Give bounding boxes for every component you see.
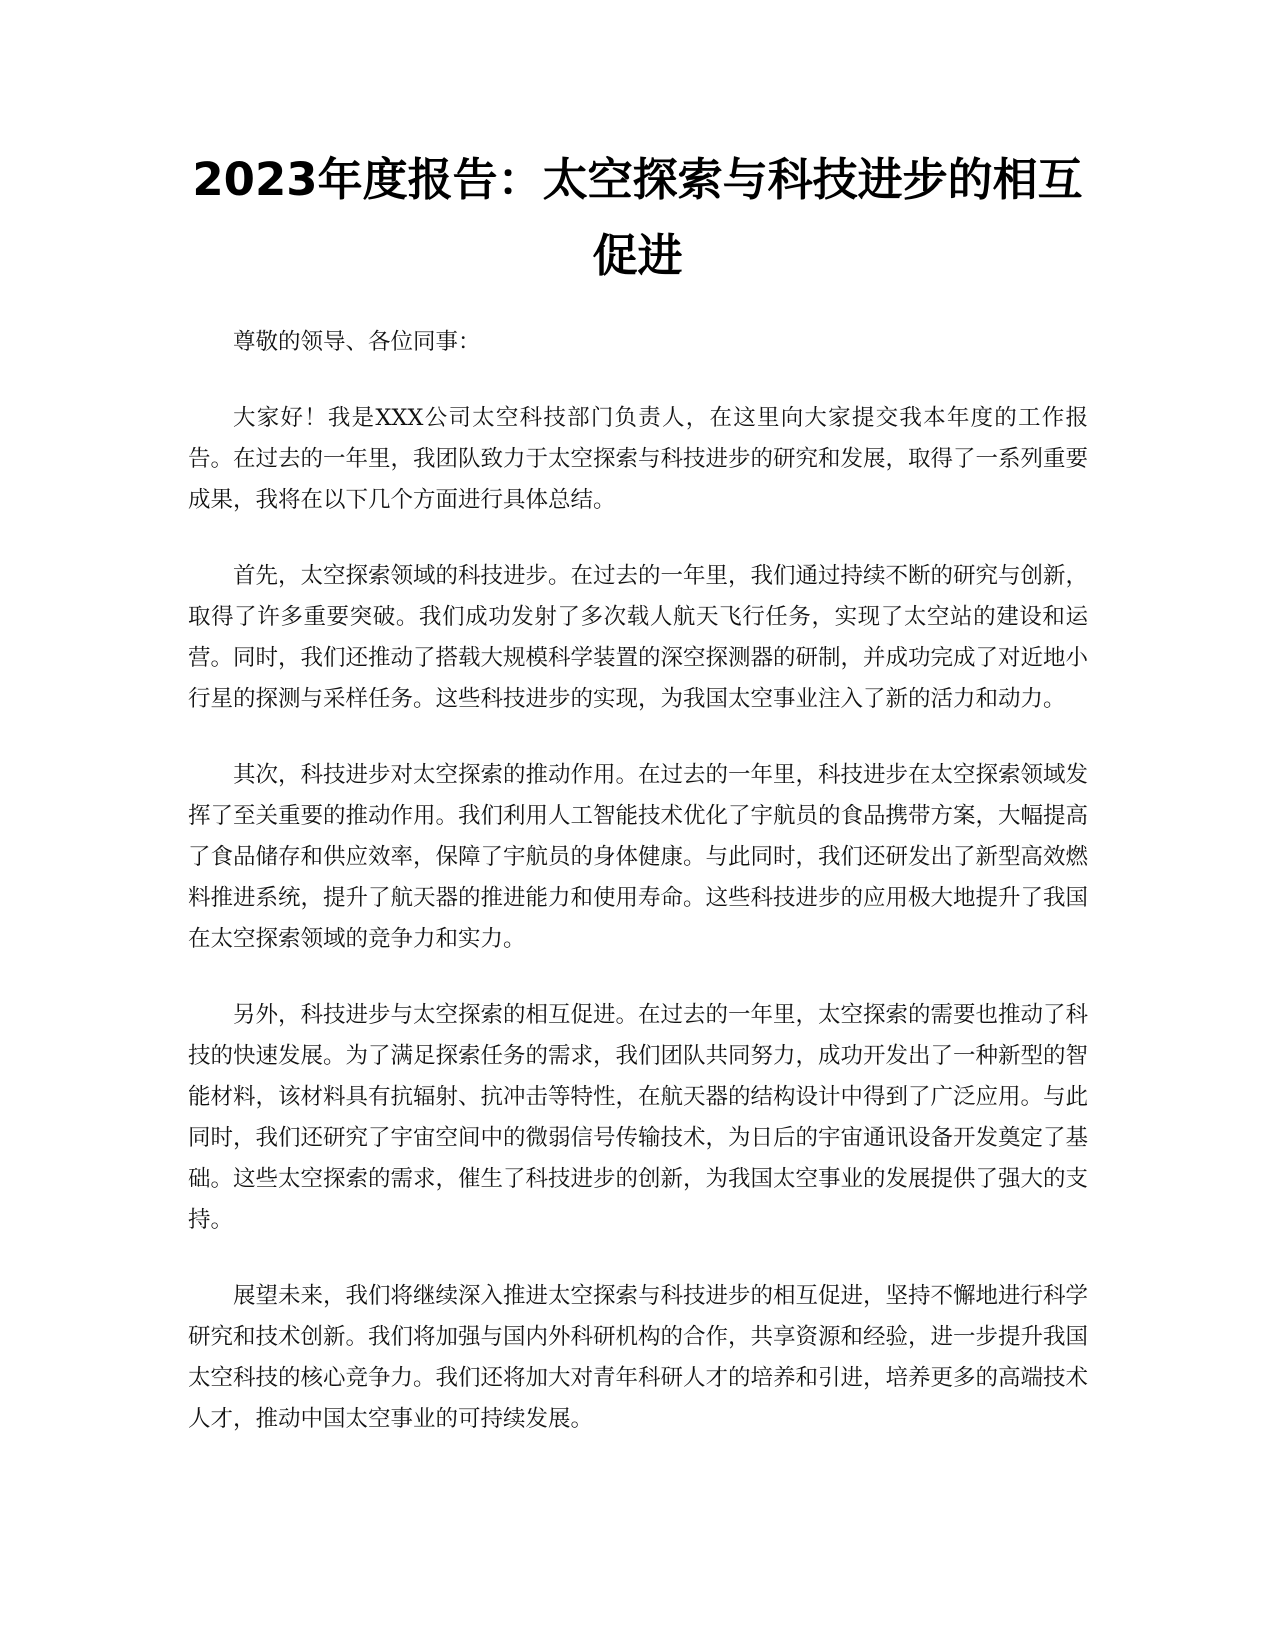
paragraph-second: 其次，科技进步对太空探索的推动作用。在过去的一年里，科技进步在太空探索领域发挥了至关重要的推动作用。我们利用人工智能技术优化了宇航员的食品携带方案，大幅提高了食品储存和供应效率，保障了宇航员的身体健康。与此同时，我们还研发出了新型高效燃料推进系统，提升了航天器的推进能力和使用寿命。这些科技进步的应用极大地提升了我国在太空探索领域的竞争力和实力。 [188,762,1089,952]
paragraph-outlook: 展望未来，我们将继续深入推进太空探索与科技进步的相互促进，坚持不懈地进行科学研究和技术创新。我们将加强与国内外科研机构的合作，共享资源和经验，进一步提升我国太空科技的核心竞争力。我们还将加大对青年科研人才的培养和引进，培养更多的高端技术人才，推动中国太空事业的可持续发展。 [188,1283,1089,1432]
paragraph-first: 首先，太空探索领域的科技进步。在过去的一年里，我们通过持续不断的研究与创新，取得了许多重要突破。我们成功发射了多次载人航天飞行任务，实现了太空站的建设和运营。同时，我们还推动了搭载大规模科学装置的深空探测器的研制，并成功完成了对近地小行星的探测与采样任务。这些科技进步的实现，为我国太空事业注入了新的活力和动力。 [188,563,1089,712]
document-title: 2023年度报告：太空探索与科技进步的相互促进 [192,153,1083,282]
paragraph-third: 另外，科技进步与太空探索的相互促进。在过去的一年里，太空探索的需要也推动了科技的快速发展。为了满足探索任务的需求，我们团队共同努力，成功开发出了一种新型的智能材料，该材料具有抗辐射、抗冲击等特性，在航天器的结构设计中得到了广泛应用。与此同时，我们还研究了宇宙空间中的微弱信号传输技术，为日后的宇宙通讯设备开发奠定了基础。这些太空探索的需求，催生了科技进步的创新，为我国太空事业的发展提供了强大的支持。 [188,1002,1089,1233]
paragraph-intro: 大家好！我是XXX公司太空科技部门负责人，在这里向大家提交我本年度的工作报告。在过去的一年里，我团队致力于太空探索与科技进步的研究和发展，取得了一系列重要成果，我将在以下几个方面进行具体总结。 [188,405,1089,513]
salutation: 尊敬的领导、各位同事： [233,329,481,355]
document-body [188,322,1088,1475]
